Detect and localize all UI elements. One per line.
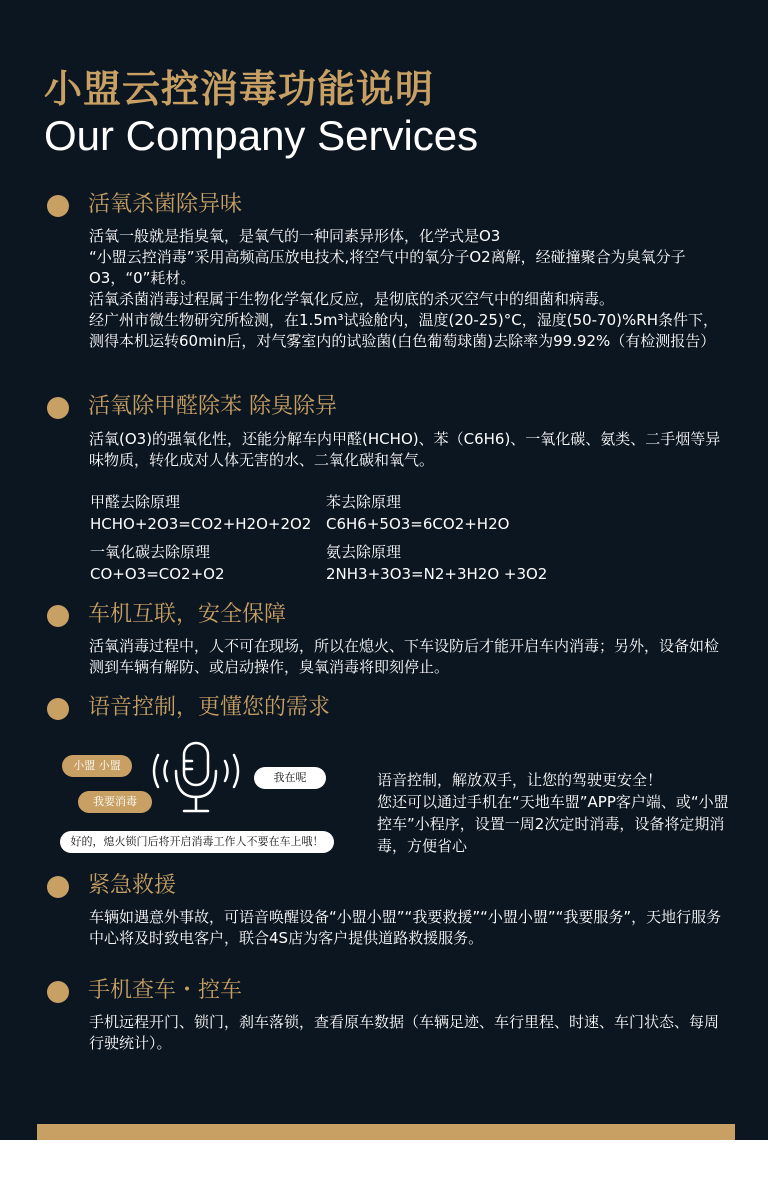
footer-accent-bar xyxy=(37,1124,735,1140)
section-header xyxy=(0,392,768,422)
section-title: 手机查车・控车 xyxy=(88,978,243,1003)
section-title: 活氧除甲醛除苯 除臭除异 xyxy=(88,394,337,419)
voice-bubble-disinfect: 我要消毒 xyxy=(78,791,152,813)
paragraph: 活氧一般就是指臭氧，是氧气的一种同素异形体，化学式是O3 xyxy=(89,227,501,245)
section-title: 活氧杀菌除异味 xyxy=(88,192,243,217)
paragraph: 车辆如遇意外事故，可语音唤醒设备“小盟小盟”“我要救援”“小盟小盟”“我要服务”，天地行服务中心将及时致电客户，联合4S店为客户提供道路救援服务。 xyxy=(89,908,722,947)
voice-description xyxy=(377,769,729,857)
section-title: 车机互联，安全保障 xyxy=(88,602,287,627)
section-body xyxy=(89,1012,729,1054)
section-header xyxy=(0,693,768,723)
section-title: 语音控制，更懂您的需求 xyxy=(88,695,331,720)
paragraph: 活氧杀菌消毒过程属于生物化学氧化反应，是彻底的杀灭空气中的细菌和病毒。 xyxy=(89,290,615,308)
bullet-dot-icon xyxy=(47,698,69,720)
formula-equation: CO+O3=CO2+O2 xyxy=(90,565,225,583)
section-header xyxy=(0,871,768,901)
paragraph: 语音控制，解放双手，让您的驾驶更安全！ xyxy=(377,771,663,789)
section-header xyxy=(0,976,768,1006)
formula-equation: HCHO+2O3=CO2+H2O+2O2 xyxy=(90,515,312,533)
section-header xyxy=(0,190,768,220)
formula-label: 一氧化碳去除原理 xyxy=(90,543,211,561)
paragraph: 活氧(O3)的强氧化性，还能分解车内甲醛(HCHO)、苯（C6H6)、一氧化碳、氨类、二手烟等异味物质，转化成对人体无害的水、二氧化碳和氧气。 xyxy=(89,430,721,469)
formula-label: 氨去除原理 xyxy=(326,543,402,561)
voice-bubble-wake: 小盟 小盟 xyxy=(62,755,132,777)
section-body xyxy=(89,907,729,949)
section-header xyxy=(0,600,768,630)
paragraph: 您还可以通过手机在“天地车盟”APP客户端、或“小盟控车”小程序，设置一周2次定时消毒，设备将定期消毒，方便省心 xyxy=(377,793,729,855)
page-title: 小盟云控消毒功能说明 xyxy=(44,67,435,111)
bullet-dot-icon xyxy=(47,876,69,898)
voice-bubble-confirm: 好的，熄火锁门后将开启消毒工作人不要在车上哦！ xyxy=(60,831,334,853)
section-title: 紧急救援 xyxy=(88,873,177,898)
paragraph: 活氧消毒过程中，人不可在现场，所以在熄火、下车设防后才能开启车内消毒；另外，设备如检测到车辆有解防、或启动操作，臭氧消毒将即刻停止。 xyxy=(89,637,720,676)
bullet-dot-icon xyxy=(47,981,69,1003)
section-body xyxy=(89,429,729,471)
bullet-dot-icon xyxy=(47,195,69,217)
section-body xyxy=(89,636,729,678)
formula-label: 苯去除原理 xyxy=(326,493,402,511)
page-subtitle: Our Company Services xyxy=(44,112,479,159)
bullet-dot-icon xyxy=(47,605,69,627)
paragraph: 手机远程开门、锁门，刹车落锁，查看原车数据（车辆足迹、车行里程、时速、车门状态、每周行驶统计）。 xyxy=(89,1013,720,1052)
section-body xyxy=(89,226,729,352)
paragraph: 经广州市微生物研究所检测，在1.5m³试验舱内，温度(20-25)°C，湿度(50-70)%RH条件下，测得本机运转60min后，对气雾室内的试验菌(白色葡萄球菌)去除率为99.92%（有检测报告） xyxy=(89,311,718,350)
formula-equation: C6H6+5O3=6CO2+H2O xyxy=(326,515,510,533)
paragraph: “小盟云控消毒”采用高频高压放电技术,将空气中的氧分子O2离解，经碰撞聚合为臭氧分子O3，“0”耗材。 xyxy=(89,248,686,287)
voice-bubble-reply: 我在呢 xyxy=(254,767,326,789)
bullet-dot-icon xyxy=(47,397,69,419)
formula-equation: 2NH3+3O3=N2+3H2O +3O2 xyxy=(326,565,548,583)
formula-label: 甲醛去除原理 xyxy=(90,493,181,511)
microphone-icon xyxy=(148,741,244,817)
